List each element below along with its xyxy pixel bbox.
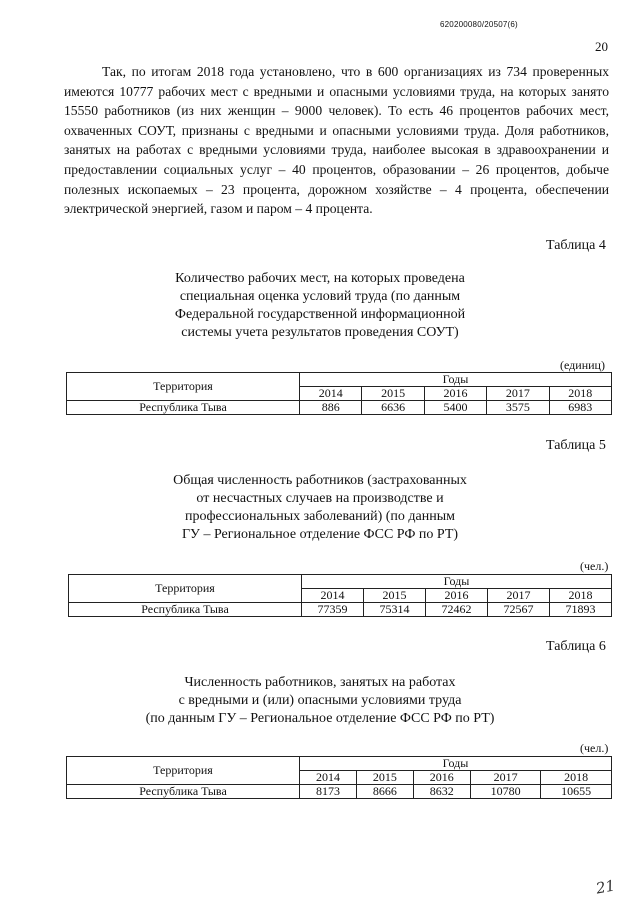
- year-cell: 2018: [550, 589, 612, 603]
- year-cell: 2017: [488, 589, 550, 603]
- title-line: Численность работников, занятых на работах: [184, 675, 456, 690]
- handwritten-page-mark: 21: [594, 876, 617, 898]
- title-line: Общая численность работников (застрахованных: [173, 473, 467, 488]
- value-cell: 886: [300, 401, 362, 415]
- year-cell: 2015: [364, 589, 426, 603]
- value-cell: 71893: [550, 603, 612, 617]
- table-5: [68, 574, 612, 617]
- year-cell: 2014: [300, 387, 362, 401]
- table-6-unit: (чел.): [580, 741, 609, 755]
- title-line: с вредными и (или) опасными условиями труда: [178, 693, 462, 708]
- table-4-unit: (единиц): [560, 358, 605, 372]
- value-cell: 72462: [426, 603, 488, 617]
- header-territory: Территория: [67, 373, 300, 401]
- table-5-title: [100, 472, 540, 544]
- value-cell: 6983: [549, 401, 611, 415]
- table-row: [67, 401, 612, 415]
- title-line: (по данным ГУ – Региональное отделение ФСС РФ по РТ): [145, 711, 495, 726]
- table-row: [67, 785, 612, 799]
- year-cell: 2016: [426, 589, 488, 603]
- year-cell: 2015: [362, 387, 424, 401]
- document-id: 620200080/20507(6): [440, 20, 518, 29]
- year-cell: 2014: [302, 589, 364, 603]
- table-4-title: [100, 270, 540, 342]
- title-line: ГУ – Региональное отделение ФСС РФ по РТ): [181, 527, 459, 542]
- value-cell: 5400: [424, 401, 486, 415]
- title-line: Федеральной государственной информационной: [174, 307, 466, 322]
- value-cell: 6636: [362, 401, 424, 415]
- title-line: Количество рабочих мест, на которых проведена: [175, 271, 465, 286]
- table-4-label: Таблица 4: [546, 238, 606, 253]
- header-years: Годы: [300, 757, 612, 771]
- value-cell: 8632: [413, 785, 470, 799]
- table-4: [66, 372, 612, 415]
- value-cell: 3575: [487, 401, 549, 415]
- year-cell: 2018: [541, 771, 612, 785]
- table-6-title: [100, 674, 540, 728]
- year-cell: 2016: [413, 771, 470, 785]
- value-cell: 10780: [470, 785, 541, 799]
- value-cell: 8666: [356, 785, 413, 799]
- table-6-label: Таблица 6: [546, 639, 606, 654]
- header-territory: Территория: [67, 757, 300, 785]
- page-number: 20: [595, 39, 608, 54]
- value-cell: 75314: [364, 603, 426, 617]
- value-cell: 8173: [300, 785, 357, 799]
- year-cell: 2016: [424, 387, 486, 401]
- year-cell: 2017: [487, 387, 549, 401]
- header-years: Годы: [300, 373, 612, 387]
- header-territory: Территория: [69, 575, 302, 603]
- year-cell: 2017: [470, 771, 541, 785]
- row-name: Республика Тыва: [67, 401, 300, 415]
- year-cell: 2018: [549, 387, 611, 401]
- header-years: Годы: [302, 575, 612, 589]
- year-cell: 2015: [356, 771, 413, 785]
- title-line: системы учета результатов проведения СОУТ): [181, 325, 459, 340]
- value-cell: 77359: [302, 603, 364, 617]
- year-cell: 2014: [300, 771, 357, 785]
- table-6: [66, 756, 612, 799]
- table-row: [69, 603, 612, 617]
- title-line: профессиональных заболеваний) (по данным: [184, 509, 456, 524]
- body-paragraph: Так, по итогам 2018 года установлено, что в 600 организациях из 734 проверенных имеются 10777 рабочих мест с вредными и опасными условиями труда, на которых занято 15550 работников (из них женщин – 9000 человек). То есть 46 процентов рабочих мест, охваченных СОУТ, признаны с вредными и опасными условиями труда. Доля работников, занятых на работах с вредными условиями труда, наиболее высокая в здравоохранении и предоставлении социальных услуг – 40 процентов, образовании – 26 процентов, добыче полезных ископаемых – 23 процента, дорожном хозяйстве – 4 процента, обеспечении электрической энергией, газом и паром – 4 процента.: [64, 64, 609, 217]
- row-name: Республика Тыва: [67, 785, 300, 799]
- title-line: специальная оценка условий труда (по данным: [179, 289, 461, 304]
- row-name: Республика Тыва: [69, 603, 302, 617]
- title-line: от несчастных случаев на производстве и: [196, 491, 444, 506]
- table-5-unit: (чел.): [580, 559, 609, 573]
- value-cell: 72567: [488, 603, 550, 617]
- table-5-label: Таблица 5: [546, 438, 606, 453]
- value-cell: 10655: [541, 785, 612, 799]
